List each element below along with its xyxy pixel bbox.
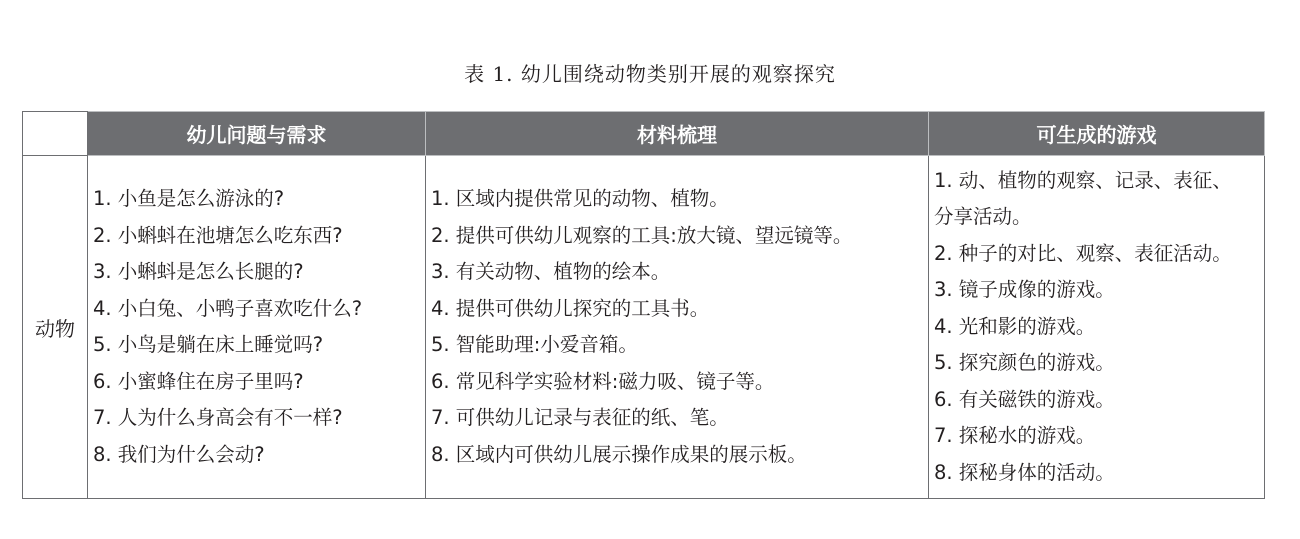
table-caption: 表 1. 幼儿围绕动物类别开展的观察探究 xyxy=(464,62,836,86)
list-item: 8. 我们为什么会动? xyxy=(93,442,265,466)
games-list xyxy=(929,163,1264,492)
needs-cell xyxy=(88,156,426,499)
list-item: 3. 有关动物、植物的绘本。 xyxy=(431,260,671,283)
list-item: 4. 提供可供幼儿探究的工具书。 xyxy=(431,296,710,320)
header-materials: 材料梳理 xyxy=(426,112,929,156)
list-item: 3. 镜子成像的游戏。 xyxy=(934,278,1115,302)
list-item: 6. 小蜜蜂住在房子里吗? xyxy=(93,369,304,393)
list-item: 8. 区域内可供幼儿展示操作成果的展示板。 xyxy=(431,442,807,466)
header-corner xyxy=(23,112,88,156)
category-cell: 动物 xyxy=(23,156,88,499)
needs-list xyxy=(88,181,425,473)
list-item: 2. 小蝌蚪在池塘怎么吃东西? xyxy=(93,223,343,247)
list-item: 分享活动。 xyxy=(934,205,1032,229)
list-item: 7. 探秘水的游戏。 xyxy=(934,424,1096,448)
table-row xyxy=(23,156,1265,499)
games-cell xyxy=(929,156,1265,499)
list-item: 2. 提供可供幼儿观察的工具:放大镜、望远镜等。 xyxy=(431,223,853,247)
list-item: 5. 探究颜色的游戏。 xyxy=(934,351,1115,375)
list-item: 1. 小鱼是怎么游泳的? xyxy=(93,187,285,210)
list-item: 8. 探秘身体的活动。 xyxy=(934,460,1115,484)
list-item: 3. 小蝌蚪是怎么长腿的? xyxy=(93,260,304,283)
list-item: 5. 智能助理:小爱音箱。 xyxy=(431,333,638,356)
list-item: 7. 人为什么身高会有不一样? xyxy=(93,406,343,429)
list-item: 5. 小鸟是躺在床上睡觉吗? xyxy=(93,333,324,356)
list-item: 2. 种子的对比、观察、表征活动。 xyxy=(934,241,1232,265)
materials-list xyxy=(426,181,928,473)
header-needs: 幼儿问题与需求 xyxy=(88,112,426,156)
list-item: 1. 动、植物的观察、记录、表征、 xyxy=(934,168,1232,192)
list-item: 6. 有关磁铁的游戏。 xyxy=(934,387,1115,411)
header-games: 可生成的游戏 xyxy=(929,112,1265,156)
materials-cell xyxy=(426,156,929,499)
list-item: 4. 小白兔、小鸭子喜欢吃什么? xyxy=(93,296,363,320)
list-item: 4. 光和影的游戏。 xyxy=(934,314,1096,338)
list-item: 6. 常见科学实验材料:磁力吸、镜子等。 xyxy=(431,369,775,393)
list-item: 1. 区域内提供常见的动物、植物。 xyxy=(431,187,729,210)
list-item: 7. 可供幼儿记录与表征的纸、笔。 xyxy=(431,406,729,429)
observation-table xyxy=(22,111,1265,499)
table-header-row xyxy=(23,112,1265,156)
